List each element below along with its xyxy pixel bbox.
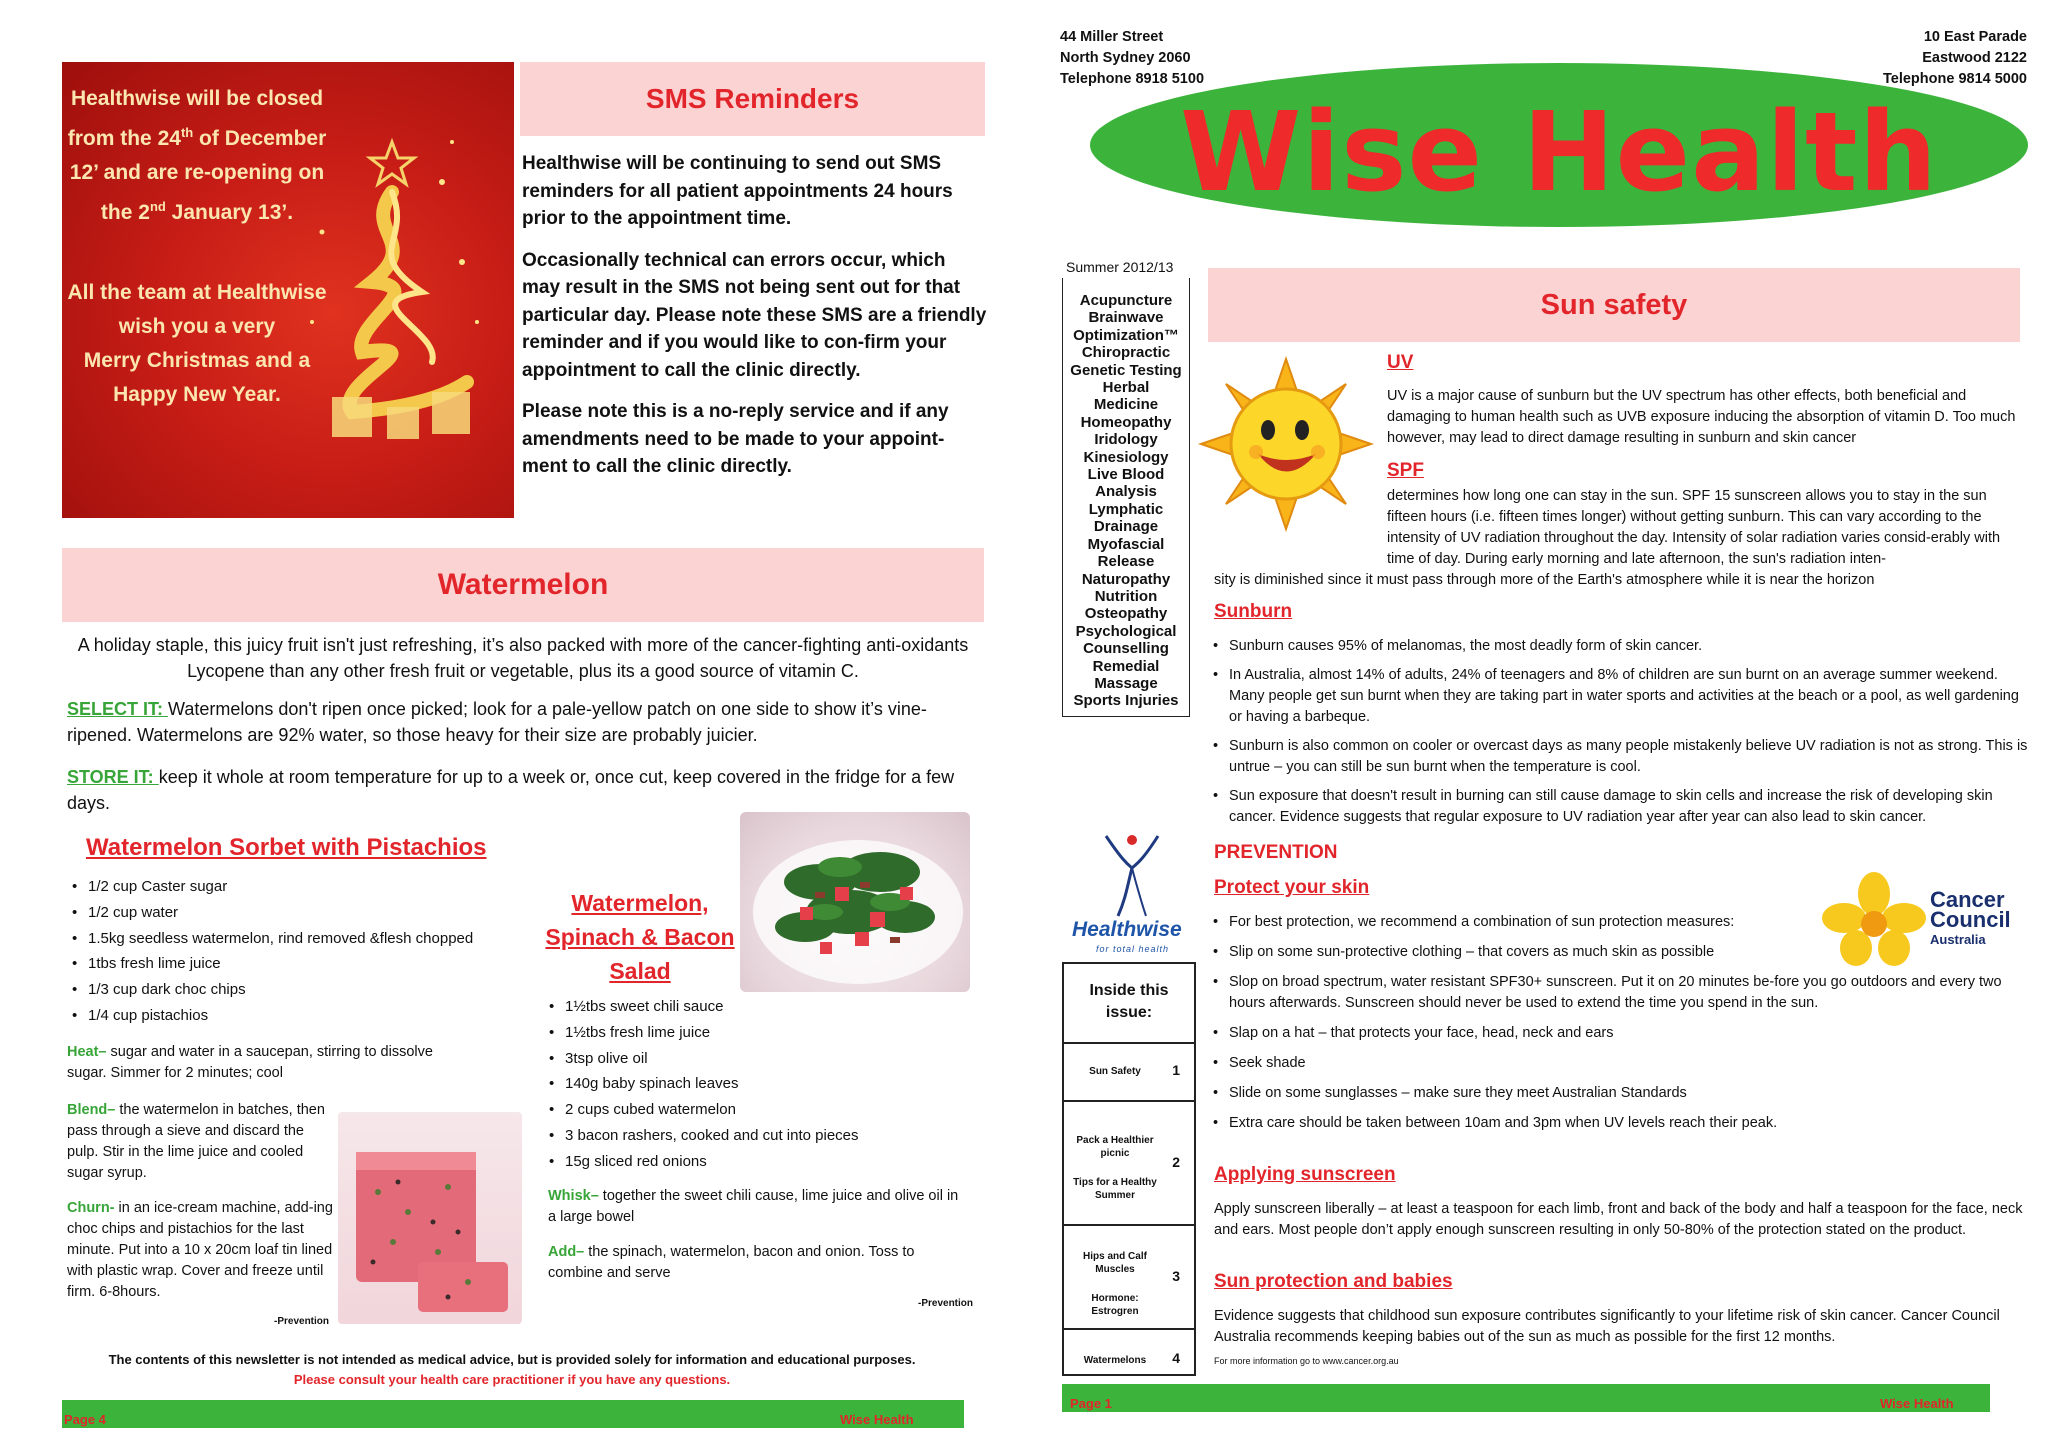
- christmas-closure-banner: [62, 62, 514, 518]
- salad-step-whisk: Whisk– together the sweet chili cause, lime juice and olive oil in a large bowel: [548, 1188, 959, 1225]
- protect-point: • Slap on a hat – that protects your face, head, neck and ears: [1229, 1023, 1829, 1044]
- sorbet-photo: [338, 1112, 522, 1324]
- more-info-note: For more information go to www.cancer.org.au: [1214, 1356, 1399, 1366]
- sunburn-point: • Sunburn causes 95% of melanomas, the most deadly form of skin cancer.: [1229, 636, 2029, 657]
- sorbet-step-blend: Blend– the watermelon in batches, then pass through a sieve and discard the pulp. Stir in the lime juice and cooled sugar syrup.: [67, 1102, 325, 1181]
- christmas-greeting: All the team at Healthwise wish you a very Merry Christmas and a Happy New Year.: [67, 281, 327, 406]
- sunburn-point: • Sun exposure that doesn't result in burning can still cause damage to skin cells and increase the risk of developing skin cancer. Evidence suggests that regular exposure to UV radiation year after year can also lead to skin cancer.: [1229, 786, 2029, 828]
- ingredient-item: • 3tsp olive oil: [565, 1046, 859, 1072]
- applying-sunscreen-heading: Applying sunscreen: [1214, 1164, 1396, 1185]
- ingredient-item: • 1/4 cup pistachios: [88, 1003, 473, 1029]
- ingredient-item: • 1.5kg seedless watermelon, rind removed &flesh chopped: [88, 926, 473, 952]
- protect-point: • Slop on broad spectrum, water resistant SPF30+ sunscreen. Put it on 20 minutes be-fore you go outdoors and every two hours afterwards. Sunscreen should never be used to extend the time you spend in the sun.: [1229, 972, 2029, 1014]
- cancer-council-logo-line: Council: [1930, 907, 2011, 932]
- issue-toc-row: Sun Safety 1: [1064, 1044, 1194, 1102]
- ingredient-item: • 1/2 cup water: [88, 900, 473, 926]
- ingredient-item: • 3 bacon rashers, cooked and cut into pieces: [565, 1123, 859, 1149]
- sorbet-step-churn: Churn- in an ice-cream machine, add-ing choc chips and pistachios for the last minute. Put into a 10 x 20cm loaf tin lined with plastic wrap. Cover and freeze until firm. 6-8hours.: [67, 1200, 333, 1300]
- ingredient-item: • 1tbs fresh lime juice: [88, 951, 473, 977]
- spf-text-continued: sity is diminished since it must pass through more of the Earth's atmosphere while it is near the horizon: [1214, 572, 1875, 588]
- christmas-tree-illustration: [292, 122, 492, 462]
- issue-toc-row: Hips and Calf Muscles Hormone: Estrogren 3: [1064, 1226, 1194, 1330]
- babies-text: Evidence suggests that childhood sun exposure contributes significantly to your lifetime risk of skin cancer. Cancer Council Australia recommends keeping babies out of the sun as much as possible for the first 12 months.: [1214, 1308, 2000, 1345]
- protect-point: • Extra care should be taken between 10am and 3pm when UV levels reach their peak.: [1229, 1113, 1829, 1134]
- masthead-title: Wise Health: [1180, 88, 1938, 216]
- issue-toc-row: Pack a Healthier picnic Tips for a Healthy Summer 2: [1064, 1102, 1194, 1226]
- salad-recipe-title: Watermelon, Spinach & Bacon Salad: [545, 890, 735, 984]
- spf-heading: SPF: [1387, 460, 1424, 481]
- ingredient-item: • 1/3 cup dark choc chips: [88, 977, 473, 1003]
- footer-title: Wise Health: [840, 1412, 914, 1427]
- disclaimer: The contents of this newsletter is not intended as medical advice, but is provided solely for information and educational purposes. Please consult your health care practitioner if you have any questions.: [108, 1352, 916, 1387]
- watermelon-intro: A holiday staple, this juicy fruit isn't just refreshing, it’s also packed with more of the cancer-fighting anti-oxidants Lycopene than any other fresh fruit or vegetable, plus its a good source of vitamin C.: [77, 635, 969, 681]
- healthwise-logo-tagline: for total health: [1096, 944, 1170, 954]
- sms-paragraph: Occasionally technical can errors occur, which may result in the SMS not being sent out for that particular day. Please note these SMS are a friendly reminder and if you would like to con-firm your appointment to call the clinic directly.: [522, 249, 987, 381]
- healthwise-logo: [1066, 828, 1196, 958]
- cancer-council-logo-line: Australia: [1930, 932, 1986, 947]
- sunburn-point: • In Australia, almost 14% of adults, 24% of teenagers and 8% of children are sun burnt on an average summer weekend. Many people get sun burnt when they are taking part in water sports and activities at the beach or a pool, as well gardening or having a barbeque.: [1229, 665, 2029, 728]
- protect-point: • For best protection, we recommend a combination of sun protection measures:: [1229, 912, 1829, 933]
- sms-reminders-heading: SMS Reminders: [520, 62, 985, 136]
- sms-reminders-body: [522, 150, 987, 495]
- uv-text: UV is a major cause of sunburn but the UV spectrum has other effects, both beneficial and damaging to human health such as UVB exposure inducing the absorption of vitamin D. Too much however, may lead to direct damage resulting in sunburn and skin cancer: [1387, 388, 2016, 446]
- protect-skin-heading: Protect your skin: [1214, 877, 1370, 898]
- inside-this-issue-box: [1062, 962, 1196, 1376]
- sorbet-source: -Prevention: [274, 1316, 330, 1327]
- inside-title: Inside this issue:: [1064, 964, 1194, 1044]
- prevention-heading: PREVENTION: [1214, 842, 1338, 863]
- daffodil-icon: [1822, 872, 1927, 968]
- spf-text: determines how long one can stay in the sun. SPF 15 sunscreen allows you to stay in the sun fifteen hours (i.e. fifteen times longer) without getting sunburn. This can vary according to the intensity of UV radiation throughout the day. Intensity of solar radiation varies consid-erably with time of day. During early morning and late afternoon, the sun's radiation inten-: [1387, 488, 2001, 567]
- watermelon-heading: Watermelon: [62, 548, 984, 622]
- cancer-council-logo-line: Cancer: [1930, 887, 2005, 912]
- sunburn-point: • Sunburn is also common on cooler or overcast days as many people mistakenly believe UV radiation is not as strong. This is untrue – you can still be sun burnt when the temperature is cool.: [1229, 736, 2029, 778]
- protect-point: • Seek shade: [1229, 1053, 1829, 1074]
- ingredient-item: • 15g sliced red onions: [565, 1149, 859, 1175]
- uv-heading: UV: [1387, 352, 1414, 373]
- issue-season: Summer 2012/13: [1066, 259, 1174, 275]
- protect-point: • Slip on some sun-protective clothing – that covers as much skin as possible: [1229, 942, 1829, 963]
- address-eastwood: 10 East Parade Eastwood 2122 Telephone 9814 5000: [1882, 29, 2027, 87]
- sun-safety-heading: Sun safety: [1208, 268, 2020, 342]
- store-it-paragraph: STORE IT: keep it whole at room temperature for up to a week or, once cut, keep covered in the fridge for a few days.: [67, 767, 955, 813]
- address-north-sydney: 44 Miller Street North Sydney 2060 Telephone 8918 5100: [1060, 29, 1205, 87]
- sms-paragraph: Healthwise will be continuing to send out SMS reminders for all patient appointments 24 hours prior to the appointment time.: [522, 153, 953, 229]
- ingredient-item: • 2 cups cubed watermelon: [565, 1097, 859, 1123]
- sorbet-step-heat: Heat– sugar and water in a saucepan, stirring to dissolve sugar. Simmer for 2 minutes; cool: [67, 1044, 433, 1081]
- closure-notice: Healthwise will be closed from the 24th of December 12’ and are re-opening on the 2nd January 13’.: [67, 87, 327, 224]
- ingredient-item: • 1½tbs fresh lime juice: [565, 1020, 859, 1046]
- page-number: Page 4: [64, 1412, 106, 1427]
- applying-sunscreen-text: Apply sunscreen liberally – at least a teaspoon for each limb, front and back of the body and half a teaspoon for the face, neck and ears. Most people don’t apply enough sunscreen resulting in only 50-80% of the protection stated on the product.: [1214, 1201, 2023, 1238]
- salad-step-add: Add– the spinach, watermelon, bacon and onion. Toss to combine and serve: [548, 1244, 915, 1281]
- babies-heading: Sun protection and babies: [1214, 1271, 1453, 1292]
- ingredient-item: • 140g baby spinach leaves: [565, 1071, 859, 1097]
- page-number: Page 1: [1070, 1396, 1112, 1411]
- footer-bar-right: [1062, 1384, 1990, 1412]
- ingredient-item: • 1/2 cup Caster sugar: [88, 874, 473, 900]
- ingredient-item: • 1½tbs sweet chili sauce: [565, 994, 859, 1020]
- sms-paragraph: Please note this is a no-reply service and if any amendments need to be made to your appoint-ment to call the clinic directly.: [522, 401, 949, 477]
- cancer-council-logo: [1822, 872, 2042, 968]
- salad-photo: [740, 812, 970, 992]
- sorbet-recipe-title: Watermelon Sorbet with Pistachios: [86, 834, 487, 861]
- footer-title: Wise Health: [1880, 1396, 1954, 1411]
- salad-ingredients: [565, 994, 859, 1175]
- services-list: Acupuncture Brainwave Optimization™ Chiropractic Genetic Testing Herbal Medicine Homeopathy Iridology Kinesiology Live Blood Analysis Lymphatic Drainage Myofascial Release Naturopathy Nutrition Osteopathy Psychological Counselling Remedial Massage Sports Injuries: [1062, 278, 1190, 717]
- healthwise-logo-name: Healthwise: [1072, 918, 1182, 941]
- select-it-paragraph: SELECT IT: Watermelons don't ripen once picked; look for a pale-yellow patch on one side to show it’s vine-ripened. Watermelons are 92% water, so those heavy for their size are probably juicier.: [67, 699, 927, 745]
- protect-point: • Slide on some sunglasses – make sure they meet Australian Standards: [1229, 1083, 1829, 1104]
- footer-bar-left: [62, 1400, 964, 1428]
- sunburn-heading: Sunburn: [1214, 601, 1293, 622]
- salad-source: -Prevention: [918, 1298, 974, 1309]
- smiling-sun-illustration: [1196, 354, 1376, 534]
- sorbet-ingredients: [88, 874, 473, 1029]
- sunburn-points: [1229, 636, 2029, 828]
- healthwise-figure-icon: [1066, 828, 1196, 918]
- issue-toc-row: Watermelons 4: [1083, 1350, 1180, 1366]
